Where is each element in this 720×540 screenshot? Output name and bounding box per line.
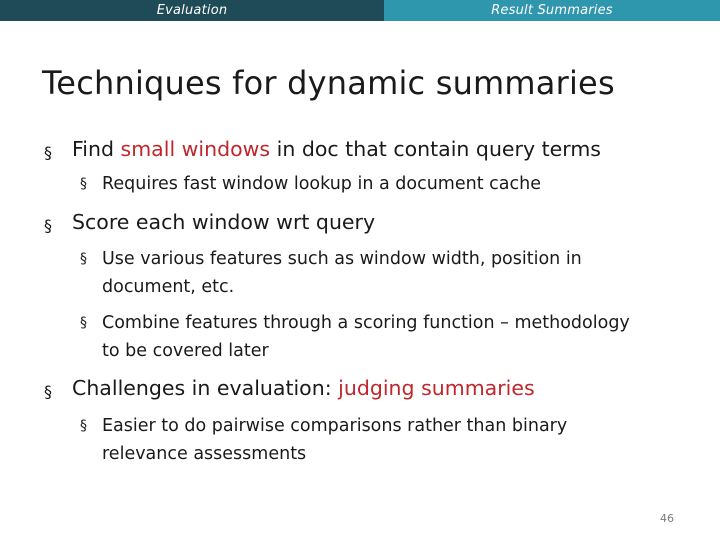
bullet-marker-icon: § (44, 216, 52, 235)
section-tab-evaluation[interactable]: Evaluation (0, 0, 384, 21)
sub-bullet-text: Easier to do pairwise comparisons rather than binary relevance assessments (102, 416, 568, 464)
bullet-marker-icon: § (44, 382, 52, 401)
bullet-text: Find small windows in doc that contain query terms (72, 137, 601, 161)
sub-bullet-item (80, 245, 640, 301)
bullet-text: Challenges in evaluation: judging summaries (72, 376, 535, 400)
bullet-marker-icon: § (44, 143, 52, 162)
sub-bullet-text: Use various features such as window width, position in document, etc. (102, 249, 582, 297)
sub-bullet-text: Combine features through a scoring function – methodology to be covered later (102, 313, 630, 361)
bullet-marker-icon: § (80, 315, 87, 331)
highlight-text: small windows (120, 137, 271, 161)
bullet-text: Score each window wrt query (72, 210, 376, 234)
sub-bullet-text: Requires fast window lookup in a document cache (102, 174, 541, 194)
sub-bullet-item (80, 309, 640, 365)
sub-bullet-item (80, 170, 640, 198)
bullet-item (44, 375, 684, 401)
section-tab-result-summaries[interactable]: Result Summaries (384, 0, 720, 21)
bullet-marker-icon: § (80, 176, 87, 192)
bullet-marker-icon: § (80, 251, 87, 267)
sub-bullet-item (80, 412, 640, 468)
page-number: 46 (660, 512, 674, 525)
slide-title: Techniques for dynamic summaries (42, 64, 615, 102)
bullet-item (44, 136, 684, 162)
bullet-item (44, 209, 684, 235)
highlight-text: judging summaries (338, 376, 535, 400)
bullet-marker-icon: § (80, 418, 87, 434)
